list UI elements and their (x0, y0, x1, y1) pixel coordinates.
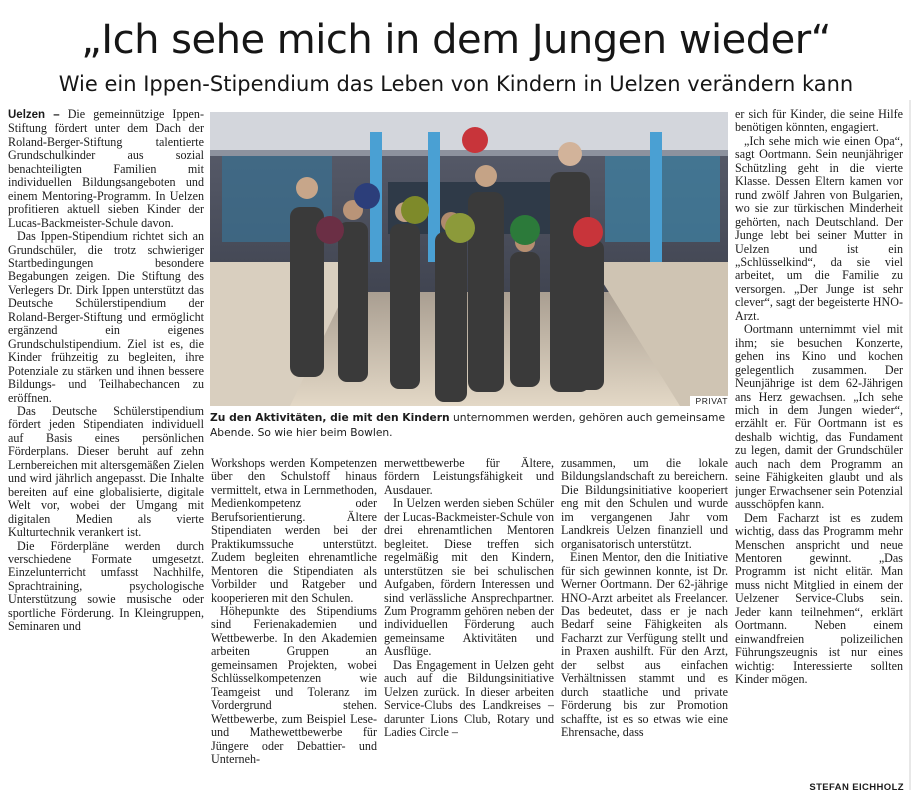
paragraph: Das Engagement in Uelzen geht auch auf die Bildungsinitiative Uelzen zurück. In dieser arbeiten Service-Clubs des Landkreises – darunter Lions Club, Rotary und Ladies Circle – (384, 657, 554, 740)
photo-caption (210, 411, 728, 440)
paragraph: Oortmann unternimmt viel mit ihm; sie besuchen Konzerte, gehen ins Kino und kochen gelegentlich zusammen. Der Neunjährige ist dem 62-Jährigen ans Herz gewachsen. „Ich sehe mich in dem Jungen wieder“, erzählt er. Für Oortmann ist es deshalb wichtig, das Fundament zu legen, damit der Grundschüler auch nach dem Programm an seine Fähigkeiten glaubt und als junger Erwachsener sein Potenzial ausschöpfen kann. (735, 322, 903, 512)
paragraph: Die Förderpläne werden durch verschiedene Formate umgesetzt. Einzelunterricht umfasst Nachhilfe, Sprachtraining, psychologische Unterstützung sowie musische oder sportliche Förderung. In Kleingruppen, Seminaren und (8, 538, 204, 634)
adjacent-page-edge (908, 100, 912, 790)
paragraph: zusammen, um die lokale Bildungslandschaft zu bereichern. Die Bildungsinitiative kooperiert eng mit den Schulen und wurde im vergangenen Jahr vom Landkreis Uelzen finanziell und organisatorisch unterstützt. (561, 457, 728, 551)
paragraph: merwettbewerbe für Ältere, fördern Leistungsfähigkeit und Ausdauer. (384, 457, 554, 497)
paragraph: Das Ippen-Stipendium richtet sich an Grundschüler, die trotz schwieriger Startbedingungen besondere Begabungen zeigen. Die Stiftung des Verlegers Dr. Dirk Ippen unterstützt das Deutsche Schülerstipendium der Roland-Berger-Stiftung und ermöglicht ergänzend ein eigenes Grundschulstipendium. Ziel ist es, die Kinder frühzeitig zu begleiten, ihre Potenziale zu stärken und ihnen bessere Bildungs- und Teilhabechancen zu eröffnen. (8, 229, 204, 405)
paragraph: Workshops werden Kompetenzen über den Schulstoff hinaus vermittelt, etwa in Lernmethoden, Medienkompetenz oder Berufsorientierung. Ältere Stipendiaten werden bei der Praktikumssuche unterstützt. Zudem begleiten ehrenamtliche Mentoren die Stipendiaten als Vorbilder und Ratgeber und kooperieren mit den Schulen. (211, 457, 377, 605)
caption-lead: Zu den Aktivitäten, die mit den Kindern (210, 411, 450, 424)
dateline: Uelzen – (8, 109, 60, 121)
paragraph-text: Die gemeinnützige Ippen-Stiftung fördert unter dem Dach der Roland-Berger-Stiftung talentierte Grundschulkinder aus sozial benachteiligten Familien mit individuellen Bildungsangeboten und einem Mentoring-Programm. In Uelzen profitieren aktuell sieben Kinder der Lucas-Backmeister-Schule davon. (8, 108, 204, 230)
paragraph: In Uelzen werden sieben Schüler der Lucas-Backmeister-Schule von drei ehrenamtlichen Mentoren begleitet. Diese treffen sich regelmäßig mit den Kindern, unterstützen sie bei schulischen Aufgaben, fördern Interessen und sind verlässliche Ansprechpartner. Zum Programm gehören neben der individuellen Förderung auch gemeinsame Aktivitäten und Ausflüge. (384, 496, 554, 659)
article-column-4 (561, 457, 728, 787)
article-column-3 (384, 457, 554, 787)
bowling-alley-illustration (210, 112, 728, 406)
author-byline: STEFAN EICHHOLZ (809, 782, 904, 793)
paragraph: Einen Mentor, den die Initiative für sich gewinnen konnte, ist Dr. Werner Oortmann. Der 62-jährige HNO-Arzt arbeitet als Freelancer. Das bedeutet, dass er je nach Bedarf seine Fähigkeiten als Facharzt zur Verfügung stellt und in Praxen aushilft. Für den Arzt, der selbst aus einfachen Verhältnissen stammt und es durch staatliche und private Förderung bis zur Promotion schaffte, ist es so etwas wie eine Ehrensache, dass (561, 550, 728, 740)
paragraph: Das Deutsche Schülerstipendium fördert jeden Stipendiaten individuell auf Basis eines persönlichen Förderplans. Dieser beruht auf zehn Lernbereichen mit altersgemäßen Zielen und wird jährlich angepasst. Die Inhalte bereiten auf eine globalisierte, digitale Welt vor, wobei der Umgang mit digitalen Medien als vierte Kulturtechnik verankert ist. (8, 403, 204, 540)
article-column-5 (735, 108, 903, 780)
article-subheadline: Wie ein Ippen-Stipendium das Leben von Kindern in Uelzen verändern kann (58, 72, 854, 96)
article-column-1 (8, 108, 204, 788)
paragraph: „Ich sehe mich wie einen Opa“, sagt Oortmann. Sein neunjähriger Schützling geht in die vierte Klasse. Dessen Eltern kamen vor rund zwölf Jahren von Bulgarien, wo sie zur türkischen Minderheit gehörten, nach Deutschland. Der Junge lebt bei seiner Mutter in Uelzen und ist ein „Schlüsselkind“, da sie viel arbeitet, um die Familie zu versorgen. „Der Junge ist sehr clever“, sagt der begeisterte HNO-Arzt. (735, 133, 903, 323)
article-headline: „Ich sehe mich in dem Jungen wieder“ (81, 17, 831, 63)
paragraph: Dem Facharzt ist es zudem wichtig, dass das Programm mehr Menschen anspricht und neue Mentoren gewinnt. „Das Programm ist nicht elitär. Man muss nicht Mitglied in einem der Uelzener Service-Clubs sein. Jeder kann teilnehmen“, erklärt Oortmann. Neben einem einwandfreien polizeilichen Führungszeugnis ist nur eines wichtig: Interessierte sollten Kinder mögen. (735, 510, 903, 687)
article-column-2 (211, 457, 377, 787)
paragraph: er sich für Kinder, die seine Hilfe benötigen könnten, engagiert. (735, 108, 903, 135)
bowling-photo (210, 112, 728, 406)
paragraph (8, 108, 204, 230)
photo-credit: PRIVAT (690, 396, 728, 406)
adjacent-text-marks (908, 100, 912, 790)
caption-text: unternommen werden, gehören auch gemeinsame Abende. So wie hier beim Bowlen. (210, 411, 726, 439)
paragraph: Höhepunkte des Stipendiums sind Ferienakademien und Wettbewerbe. In den Akademien arbeiten Gruppen an gemeinsamen Projekten, wobei Schlüsselkompetenzen wie Teamgeist und Toleranz im Vordergrund stehen. Wettbewerbe, zum Beispiel Lese- und Mathewettbewerbe für Jüngere oder Debattier- und Unterneh- (211, 603, 377, 766)
